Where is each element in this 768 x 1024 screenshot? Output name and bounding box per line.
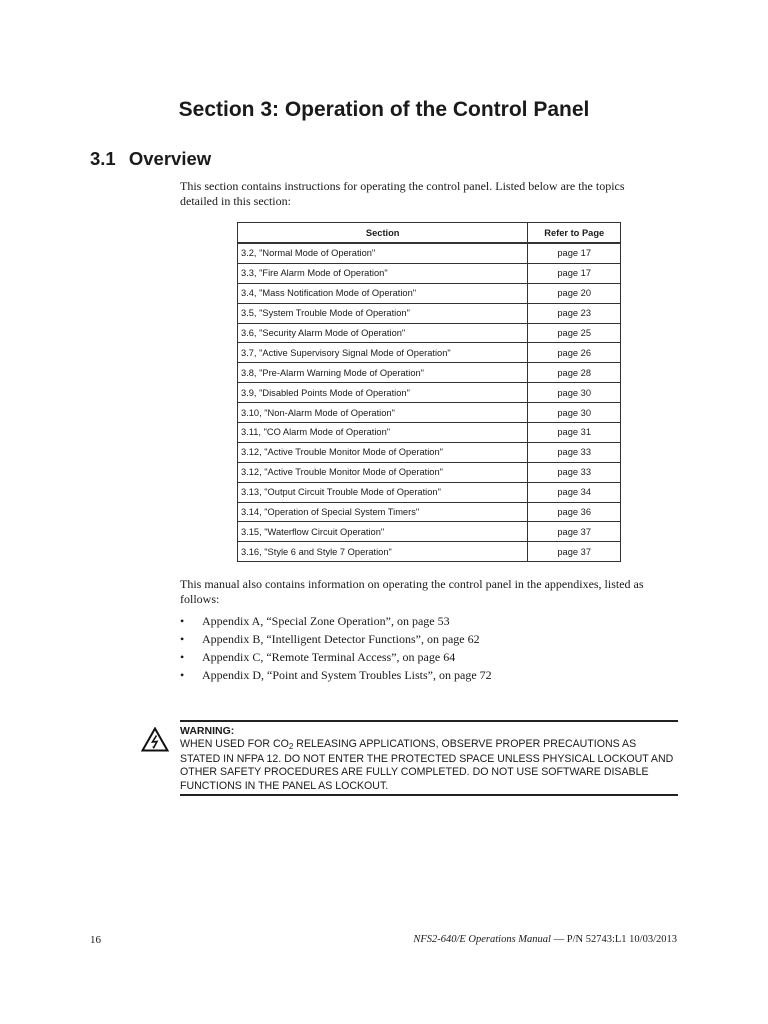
table-row <box>238 442 621 462</box>
section-cell: 3.11, "CO Alarm Mode of Operation" <box>238 423 528 443</box>
warning-label: WARNING: <box>180 725 235 737</box>
appendix-list <box>180 612 492 684</box>
section-cell: 3.13, "Output Circuit Trouble Mode of Operation" <box>238 482 528 502</box>
section-cell: 3.3, "Fire Alarm Mode of Operation" <box>238 263 528 283</box>
section-cell: 3.9, "Disabled Points Mode of Operation" <box>238 383 528 403</box>
table-row <box>238 323 621 343</box>
footer-part-info: — P/N 52743:L1 10/03/2013 <box>550 934 677 945</box>
warning-text: WHEN USED FOR $CO_2$ RELEASING APPLICATIONS, OBSERVE PROPER PRECAUTIONS AS STATED IN NFPA 12. DO NOT ENTER THE PROTECTED SPACE UNLESS PHYSICAL LOCKOUT AND OTHER SAFETY PROCEDURES ARE FULLY COMPLETED. DO NOT USE SOFTWARE DISABLE FUNCTIONS IN THE PANEL AS LOCKOUT. <box>180 738 674 792</box>
page-cell: page 30 <box>528 383 621 403</box>
section-cell: 3.10, "Non-Alarm Mode of Operation" <box>238 403 528 423</box>
table-row <box>238 363 621 383</box>
section-cell: 3.6, "Security Alarm Mode of Operation" <box>238 323 528 343</box>
footer-manual-info <box>413 934 677 945</box>
section-cell: 3.2, "Normal Mode of Operation" <box>238 243 528 263</box>
appendix-text: Appendix A, “Special Zone Operation”, on page 53 <box>202 614 450 628</box>
table-row <box>238 462 621 482</box>
table-row <box>238 243 621 263</box>
section-cell: 3.12, "Active Trouble Monitor Mode of Operation" <box>238 442 528 462</box>
table-row <box>238 403 621 423</box>
table-row <box>238 303 621 323</box>
page-cell: page 36 <box>528 502 621 522</box>
co2-subscript: 2 <box>288 742 294 751</box>
bullet-icon: • <box>180 632 185 646</box>
page-cell: page 37 <box>528 522 621 542</box>
page-cell: page 37 <box>528 542 621 562</box>
table-row <box>238 343 621 363</box>
table-row <box>238 522 621 542</box>
section-title: Section 3: Operation of the Control Panel <box>178 98 590 121</box>
section-cell: 3.16, "Style 6 and Style 7 Operation" <box>238 542 528 562</box>
page-cell: page 23 <box>528 303 621 323</box>
list-item <box>180 666 492 684</box>
page-cell: page 17 <box>528 243 621 263</box>
page-cell: page 28 <box>528 363 621 383</box>
appendix-text: Appendix B, “Intelligent Detector Functions”, on page 62 <box>202 632 480 646</box>
page-cell: page 25 <box>528 323 621 343</box>
appendix-intro: This manual also contains information on operating the control panel in the appendixes, listed as follows: <box>180 577 644 606</box>
table-row <box>238 502 621 522</box>
appendix-text: Appendix C, “Remote Terminal Access”, on page 64 <box>202 650 456 664</box>
header-refer-to-page: Refer to Page <box>528 223 621 244</box>
page-cell: page 30 <box>528 403 621 423</box>
table-header-row <box>238 223 621 244</box>
warning-top-rule <box>180 720 678 722</box>
section-cell: 3.12, "Active Trouble Monitor Mode of Operation" <box>238 462 528 482</box>
appendix-text: Appendix D, “Point and System Troubles Lists”, on page 72 <box>202 668 492 682</box>
table-row <box>238 482 621 502</box>
bullet-icon: • <box>180 668 185 682</box>
bullet-icon: • <box>180 650 185 664</box>
intro-paragraph: This section contains instructions for operating the control panel. Listed below are the topics detailed in this section: <box>180 179 625 208</box>
bullet-icon: • <box>180 614 185 628</box>
list-item <box>180 630 492 648</box>
section-table <box>237 222 621 562</box>
table-row <box>238 542 621 562</box>
page-cell: page 33 <box>528 462 621 482</box>
table-row <box>238 283 621 303</box>
page-cell: page 20 <box>528 283 621 303</box>
section-cell: 3.15, "Waterflow Circuit Operation" <box>238 522 528 542</box>
table-row <box>238 423 621 443</box>
table-row <box>238 383 621 403</box>
list-item <box>180 612 492 630</box>
section-cell: 3.4, "Mass Notification Mode of Operation" <box>238 283 528 303</box>
page-cell: page 26 <box>528 343 621 363</box>
page-cell: page 17 <box>528 263 621 283</box>
footer-manual-title: NFS2-640/E Operations Manual <box>413 934 551 945</box>
warning-icon <box>141 727 169 752</box>
page-cell: page 33 <box>528 442 621 462</box>
table-row <box>238 263 621 283</box>
header-section: Section <box>238 223 528 244</box>
subsection-title: Overview <box>128 148 212 169</box>
list-item <box>180 648 492 666</box>
section-cell: 3.7, "Active Supervisory Signal Mode of Operation" <box>238 343 528 363</box>
page-number: 16 <box>90 934 101 946</box>
section-cell: 3.5, "System Trouble Mode of Operation" <box>238 303 528 323</box>
subsection-heading <box>90 148 211 170</box>
table-body <box>238 243 621 562</box>
section-cell: 3.14, "Operation of Special System Timers" <box>238 502 528 522</box>
page-cell: page 34 <box>528 482 621 502</box>
subsection-number: 3.1 <box>90 148 116 169</box>
warning-bottom-rule <box>180 794 678 796</box>
page-cell: page 31 <box>528 423 621 443</box>
section-cell: 3.8, "Pre-Alarm Warning Mode of Operation" <box>238 363 528 383</box>
